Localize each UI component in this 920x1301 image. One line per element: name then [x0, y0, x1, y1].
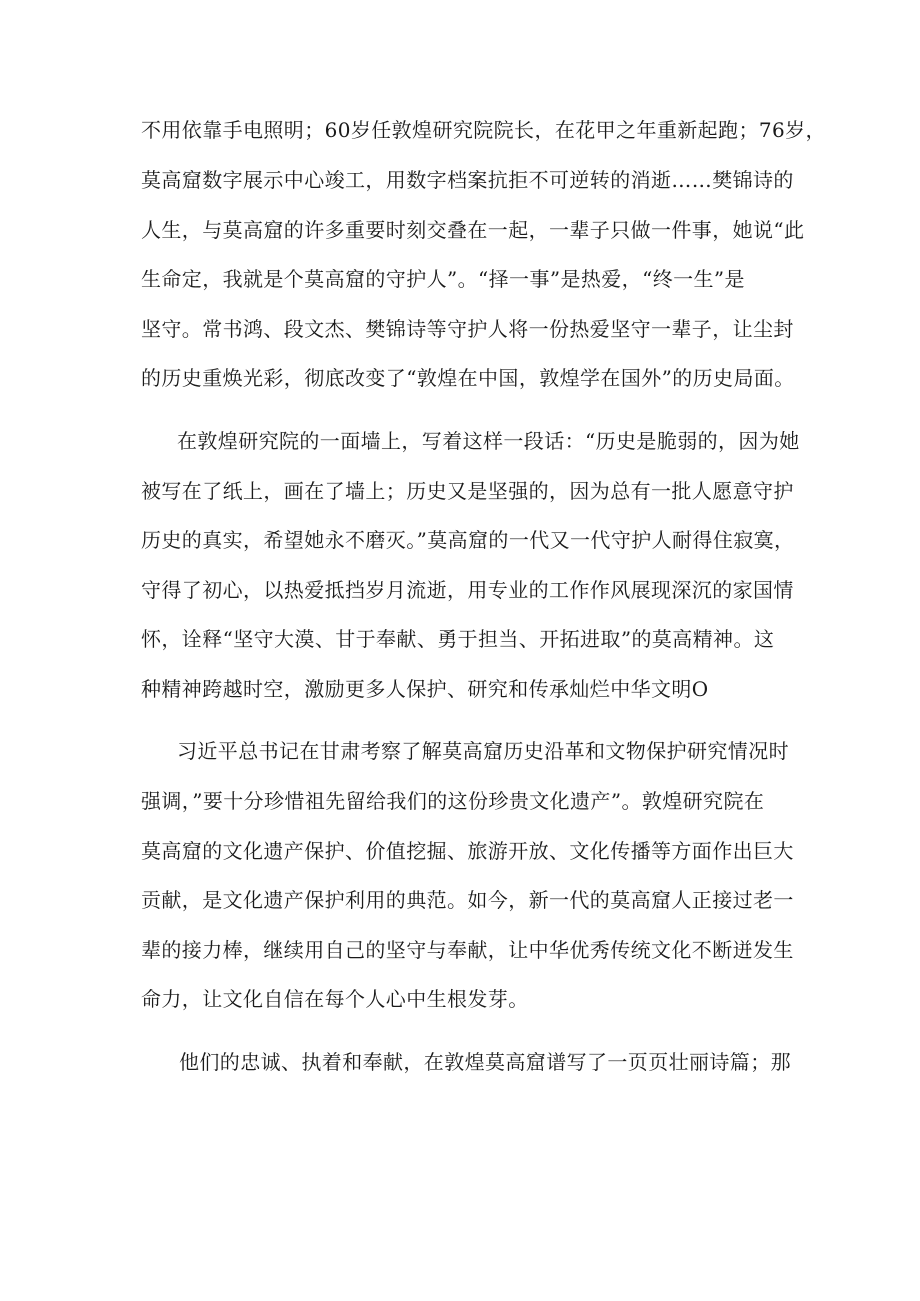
- text-line: 习近平总书记在甘肃考察了解莫高窟历史沿革和文物保护研究情况时: [177, 739, 789, 763]
- text-line: 历史的真实，希望她永不磨灭。”莫高窟的一代又一代守护人耐得住寂寞，: [141, 528, 795, 552]
- text-line: 莫高窟的文化遗产保护、价值挖掘、旅游开放、文化传播等方面作出巨大: [141, 839, 794, 863]
- text-line: 人生，与莫高窟的许多重要时刻交叠在一起，一辈子只做一件事，她说“此: [141, 218, 805, 242]
- text-line: 不用依靠手电照明；60岁任敦煌研究院院长，在花甲之年重新起跑；76岁，: [141, 118, 826, 142]
- text-line: 辈的接力棒，继续用自己的坚守与奉献，让中华优秀传统文化不断迸发生: [141, 938, 794, 962]
- text-line: 贡献，是文化遗产保护利用的典范。如今，新一代的莫高窟人正接过老一: [141, 888, 794, 912]
- text-line: 种精神跨越时空，激励更多人保护、研究和传承灿烂中华文明O: [141, 677, 709, 701]
- text-line: 生命定，我就是个莫高窟的守护人”。“择一事”是热爱，“终一生”是: [141, 267, 745, 291]
- text-line: 坚守。常书鸿、段文杰、樊锦诗等守护人将一份热爱坚守一辈子，让尘封: [141, 317, 794, 341]
- text-line: 怀，诠释“坚守大漠、甘于奉献、勇于担当、开拓进取”的莫高精神。这: [141, 627, 775, 651]
- text-line: 他们的忠诚、执着和奉献，在敦煌莫高窟谱写了一页页壮丽诗篇；那: [179, 1050, 791, 1074]
- text-line: 被写在了纸上，画在了墙上；历史又是坚强的，因为总有一批人愿意守护: [141, 479, 794, 503]
- text-line: 命力，让文化自信在每个人心中生根发芽。: [141, 987, 529, 1011]
- text-line: 在敦煌研究院的一面墙上，写着这样一段话：“历史是脆弱的，因为她: [177, 429, 800, 453]
- text-line: 强调，”要十分珍惜祖先留给我们的这份珍贵文化遗产”。敦煌研究院在: [141, 789, 765, 813]
- text-line: 莫高窟数字展示中心竣工，用数字档案抗拒不可逆转的消逝……樊锦诗的: [141, 168, 794, 192]
- text-line: 的历史重焕光彩，彻底改变了“敦煌在中国，敦煌学在国外”的历史局面。: [141, 366, 795, 390]
- text-line: 守得了初心，以热爱抵挡岁月流逝，用专业的工作作风展现深沉的家国情: [141, 578, 794, 602]
